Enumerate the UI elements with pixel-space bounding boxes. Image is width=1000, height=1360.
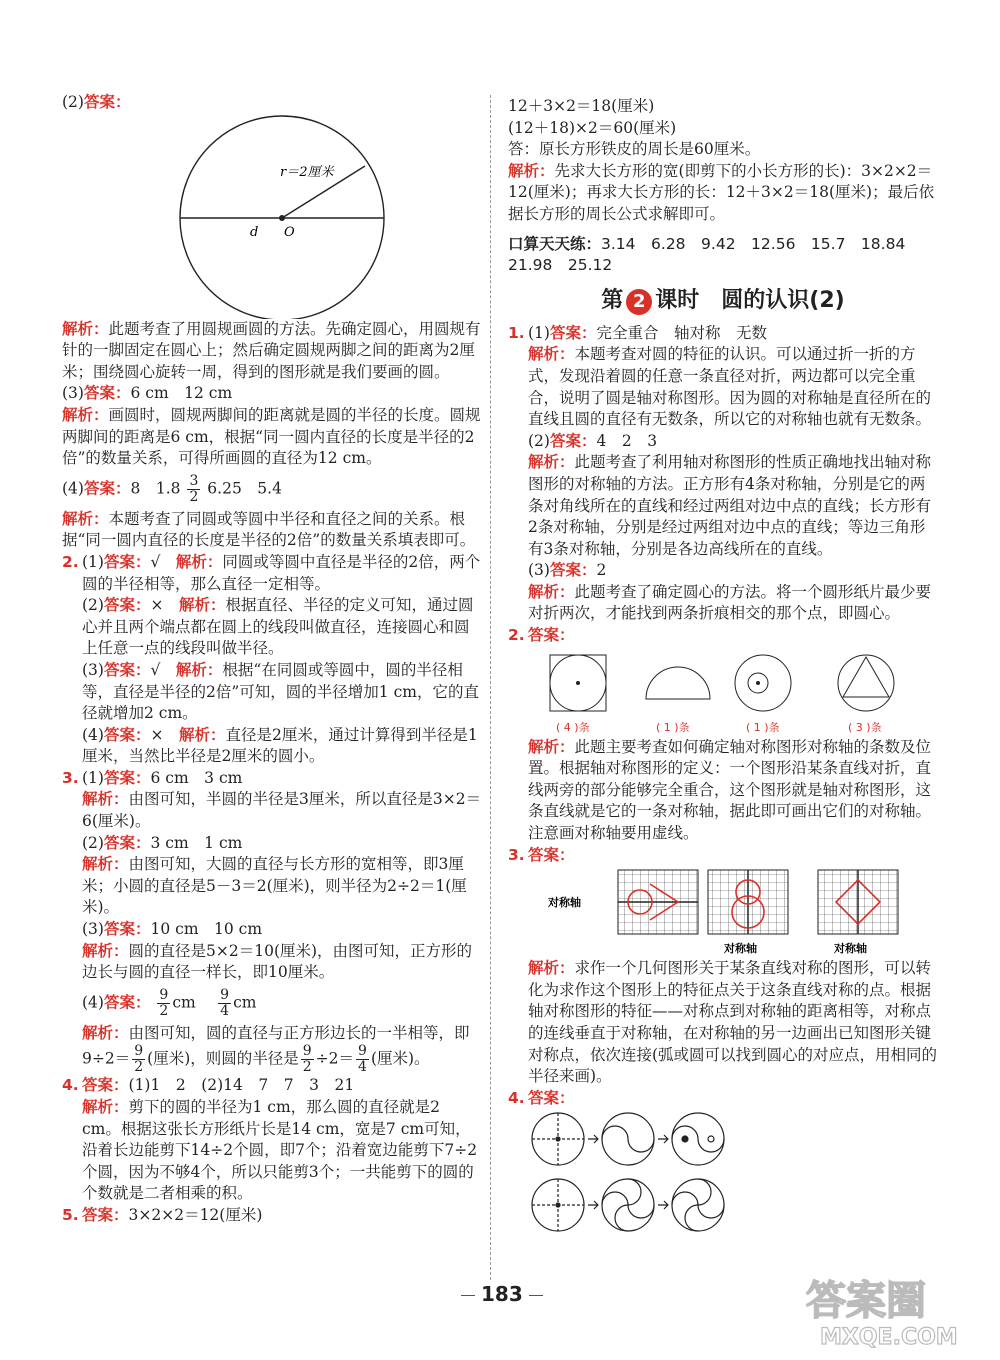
r-q4-block: 4. 答案： <box>508 1088 938 1240</box>
symmetry-figures <box>528 647 938 737</box>
q1-2-header: (2)答案： <box>62 93 131 111</box>
svg-text:对称轴: 对称轴 <box>548 896 581 910</box>
svg-text:( 1 )条: ( 1 )条 <box>746 720 780 734</box>
circle-figure <box>62 114 482 319</box>
kousuan: 口算天天练：3.14 6.28 9.42 12.56 15.7 18.84 21.98 25.12 <box>508 234 921 275</box>
lesson-number-badge: 2 <box>626 289 652 315</box>
q1-4-explanation: 解析：本题考查了同圆或等圆中半径和直径之间的关系。根据“同一圆内直径的长度是半径的2倍”的数量关系填表即可。 <box>62 509 476 550</box>
svg-text:( 3 )条: ( 3 )条 <box>848 720 882 734</box>
q1-2-explanation: 解析：此题考查了用圆规画圆的方法。先确定圆心，用圆规有针的一脚固定在圆心上；然后确定圆规两脚之间的距离为2厘米；围绕圆心旋转一周，得到的图形就是我们要画的圆。 <box>62 319 481 381</box>
svg-text:对称轴: 对称轴 <box>834 942 867 956</box>
radius-label: r＝2厘米 <box>280 164 334 180</box>
left-column <box>62 92 482 1227</box>
q5-step-2: (12＋18)×2＝60(厘米) <box>508 118 677 137</box>
q5-block: 5. 答案：3×2×2＝12(厘米) <box>62 1205 263 1224</box>
svg-text:对称轴: 对称轴 <box>724 942 757 956</box>
watermark-logo <box>798 1268 988 1350</box>
svg-text:( 1 )条: ( 1 )条 <box>656 720 690 734</box>
svg-text:( 4 )条: ( 4 )条 <box>556 720 590 734</box>
lesson-heading: 第 2 课时 圆的认识(2) <box>601 287 845 313</box>
q3-block: 3. (1)答案：6 cm 3 cm 解析：由图可知，半圆的半径是3厘米，所以直径是3×2＝6(厘米)。 (2)答案：3 cm 1 cm 解析：由图可知，大圆的直径与长方形的宽相等，即3厘米；小圆的直径是5－3＝2(厘米)，则半径为2÷2＝1(厘米)。 (3)答案：10 cm 10 cm 解析：圆的直径是5×2＝10(厘米)，由图可知，正方形的边长与圆的直径一样长，即10厘米。 (4)答案： $\frac{9}{2}$ cm $\frac{9}{4}$ cm 解析：由图可知，圆的直径与正方形边长的一半相等，即9÷2＝ $\frac{9}{2}$ (厘米)，则圆的半径是 $\frac{9}{2}$ ÷2＝ $\frac{9}{4}$ (厘米)。 <box>62 768 482 1076</box>
q5-explanation: 解析：先求大长方形的宽(即剪下的小长方形的长)：3×2×2＝12(厘米)；再求大长方形的长：12＋3×2＝18(厘米)；最后依据长方形的周长公式求解即可。 <box>508 161 935 223</box>
center-label: O <box>284 224 295 240</box>
q1-4-answer: (4)答案：8 1.8 $\frac{3}{2}$ 6.25 5.4 <box>62 472 282 505</box>
right-column <box>508 96 938 1239</box>
q4-block: 4. 答案：(1)1 2 (2)14 7 7 3 21 解析：剪下的圆的半径为1 cm，那么圆的直径就是2 cm。根据这张长方形纸片长是14 cm，宽是7 cm可知，沿着长边能剪下14÷2个圆，即7个；沿着宽边能剪下7÷2个圆，因为不够4个，所以只能剪3个；一共能剪下的圆的个数就是二者相乘的积。 <box>62 1076 478 1203</box>
diameter-label: d <box>250 224 259 240</box>
r-q2-block: 2. 答案： ( 4 )条 ( 1 )条 ( 1 )条 ( 3 )条 解析：此题主要考查如何确定轴对称图形对称轴的条数及位置。根据轴对称图形的定义：一个图形沿某条直线对折，直线两旁的部分能够完全重合，这个图形就是轴对称图形，这条直线就是它的一条对称轴，据此即可画出它们的对称轴。注意画对称轴要用虚线。 <box>508 625 938 845</box>
symmetry-grids <box>528 866 938 958</box>
fraction: $\frac{3}{2}$ <box>189 472 199 505</box>
q5-step-1: 12＋3×2＝18(厘米) <box>508 97 655 115</box>
page-number: 183 <box>455 1282 549 1306</box>
r-q3-block: 3. 答案： 对称轴 对称轴 对称轴 解析：求作一个几何图形关于某条直线对称的图形，可以转化为求作这个图形上的特征点关于这条直线对称的点。根据轴对称图形的特征——对称点到对称轴的距离相等，对称点的连线垂直于对称轴，在对称轴的另一边画出已知图形关键对称点，依次连接(弧或圆可以找到圆心的对应点，用相同的半径来画)。 <box>508 845 938 1086</box>
q2-block: 2. (1)答案：√ 解析：同圆或等圆中直径是半径的2倍，两个圆的半径相等，那么直径一定相等。 (2)答案：× 解析：根据直径、半径的定义可知，通过圆心并且两个端点都在圆上的线段叫做直径，连接圆心和圆上任意一点的线段叫做半径。 (3)答案：√ 解析：根据“在同圆或等圆中，圆的半径相等，直径是半径的2倍”可知，圆的半径增加1 cm，它的直径就增加2 cm。 (4)答案：× 解析：直径是2厘米，通过计算得到半径是1厘米，当然比半径是2厘米的圆小。 <box>62 552 481 766</box>
svg-text:答案圈: 答案圈 <box>806 1278 926 1324</box>
q5-conclusion: 答：原长方形铁皮的周长是60厘米。 <box>508 140 761 159</box>
circle-pattern-figures <box>528 1109 788 1239</box>
q1-3-answer: (3)答案：6 cm 12 cm <box>62 384 233 403</box>
q1-3-explanation: 解析：画圆时，圆规两脚间的距离就是圆的半径的长度。圆规两脚间的距离是6 cm，根据“同一圆内直径的长度是半径的2倍”的数量关系，可得所画圆的直径为12 cm。 <box>62 405 481 468</box>
svg-text:MXQE.COM: MXQE.COM <box>820 1325 958 1350</box>
column-divider <box>490 95 491 1280</box>
r-q1-block: 1. (1)答案：完全重合 轴对称 无数 解析：本题考查对圆的特征的认识。可以通过折一折的方式，发现沿着圆的任意一条直径对折，两边都可以完全重合，说明了圆是轴对称图形。因为圆的对称轴是直径所在的直线且圆的直径有无数条，所以它的对称轴也就有无数条。 (2)答案：4 2 3 解析：此题考查了利用轴对称图形的性质正确地找出轴对称图形的对称轴的方法。正方形有4条对称轴，分别是它的两条对角线所在的直线和经过两组对边中点的直线；长方形有2条对称轴，分别是经过两组对边中点的直线；等边三角形有3条对称轴，分别是各边高线所在的直线。 (3)答案：2 解析：此题考查了确定圆心的方法。将一个圆形纸片最少要对折两次，才能找到两条折痕相交的那个点，即圆心。 <box>508 323 932 623</box>
